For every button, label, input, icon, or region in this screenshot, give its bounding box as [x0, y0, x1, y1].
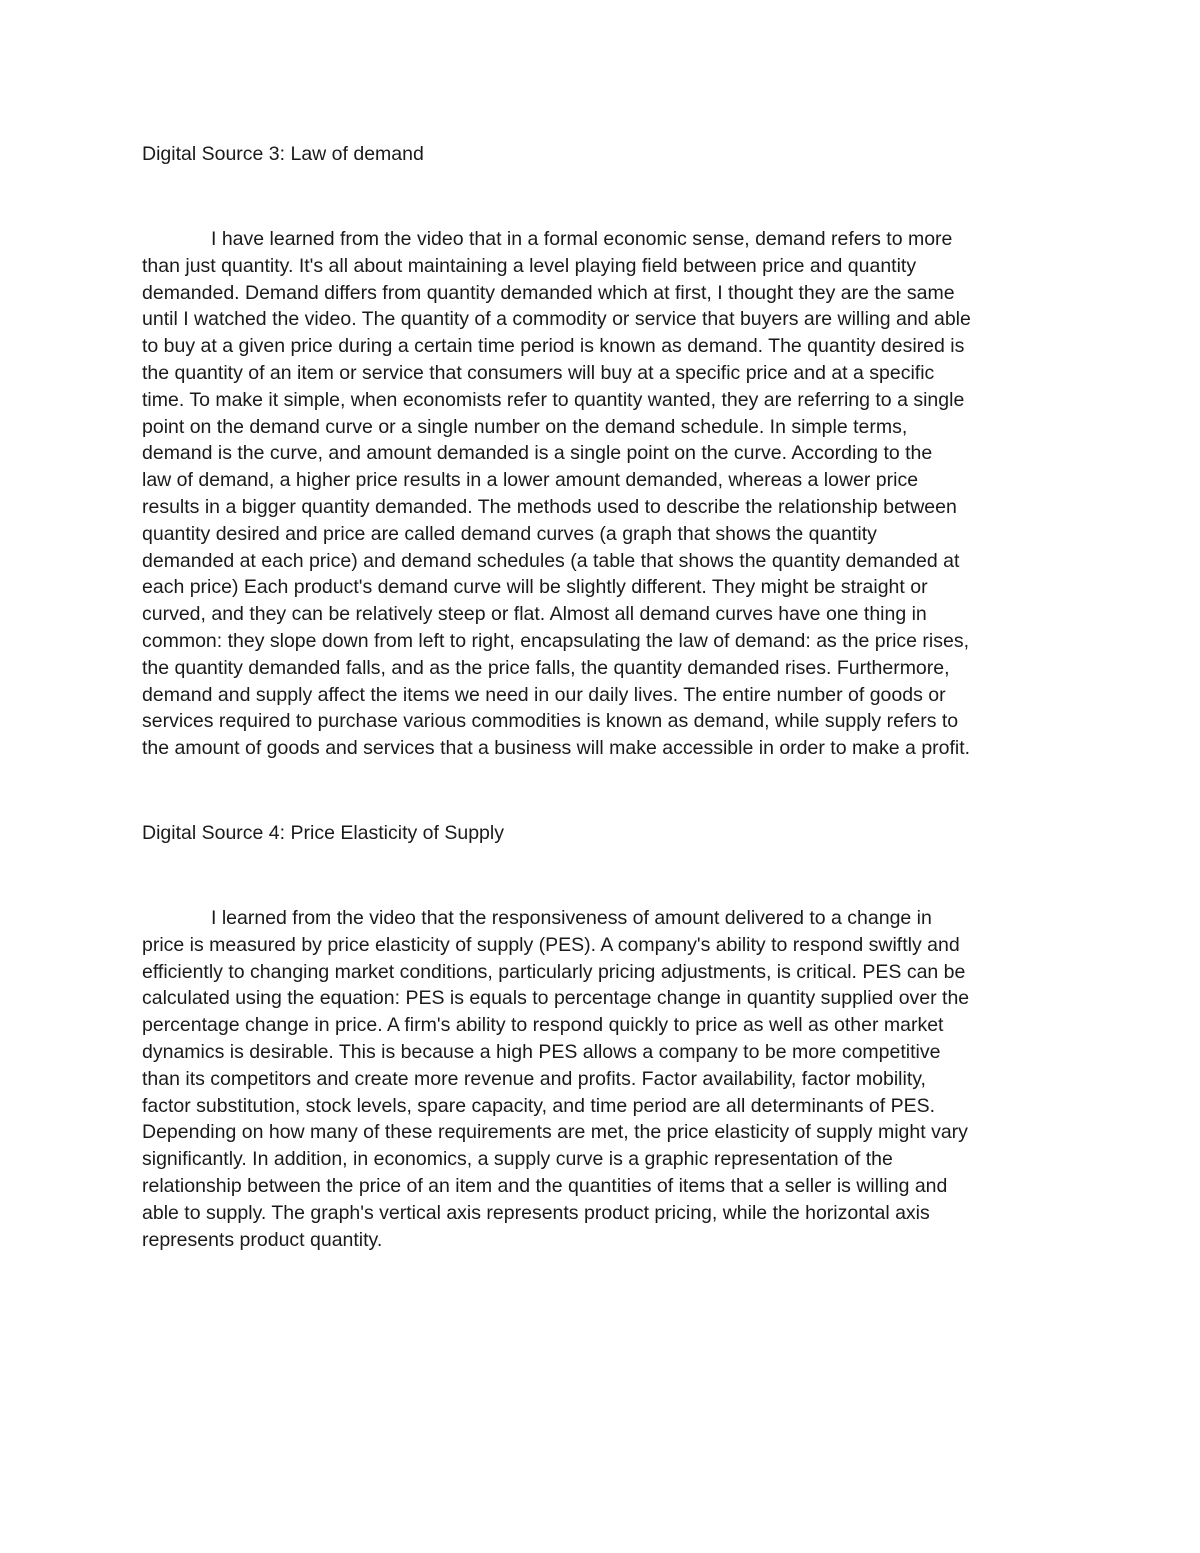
section-heading-price-elasticity-of-supply: Digital Source 4: Price Elasticity of Supply	[142, 822, 504, 844]
paragraph-law-of-demand	[142, 226, 1072, 762]
paragraph-line: results in a bigger quantity demanded. The methods used to describe the relationship between	[142, 495, 957, 518]
paragraph-line: represents product quantity.	[142, 1228, 383, 1251]
paragraph-line: until I watched the video. The quantity of a commodity or service that buyers are willing and able	[142, 308, 971, 331]
paragraph-line: quantity desired and price are called demand curves (a graph that shows the quantity	[142, 522, 877, 545]
paragraph-line: demand is the curve, and amount demanded is a single point on the curve. According to the	[142, 442, 933, 465]
paragraph-line: Depending on how many of these requirements are met, the price elasticity of supply might vary	[142, 1121, 968, 1144]
paragraph-line: percentage change in price. A firm's ability to respond quickly to price as well as other market	[142, 1014, 944, 1037]
section-heading-law-of-demand: Digital Source 3: Law of demand	[142, 143, 424, 165]
paragraph-line: significantly. In addition, in economics, a supply curve is a graphic representation of the	[142, 1148, 893, 1171]
paragraph-line: factor substitution, stock levels, spare capacity, and time period are all determinants of PES.	[142, 1094, 936, 1117]
paragraph-line: relationship between the price of an item and the quantities of items that a seller is willing and	[142, 1174, 948, 1197]
paragraph-line: efficiently to changing market conditions, particularly pricing adjustments, is critical. PES can be	[142, 960, 966, 983]
paragraph-line: the amount of goods and services that a business will make accessible in order to make a profit.	[142, 737, 971, 760]
paragraph-line: point on the demand curve or a single number on the demand schedule. In simple terms,	[142, 415, 908, 438]
paragraph-line: price is measured by price elasticity of supply (PES). A company's ability to respond swiftly and	[142, 933, 960, 956]
paragraph-line: demanded. Demand differs from quantity demanded which at first, I thought they are the same	[142, 281, 955, 304]
paragraph-line: demanded at each price) and demand schedules (a table that shows the quantity demanded at	[142, 549, 960, 572]
paragraph-price-elasticity-of-supply	[142, 905, 1072, 1253]
paragraph-line: I have learned from the video that in a formal economic sense, demand refers to more	[211, 228, 953, 250]
paragraph-line: dynamics is desirable. This is because a high PES allows a company to be more competitive	[142, 1040, 941, 1063]
paragraph-line: curved, and they can be relatively steep or flat. Almost all demand curves have one thing in	[142, 603, 927, 626]
paragraph-line: common: they slope down from left to right, encapsulating the law of demand: as the price rises,	[142, 629, 970, 652]
paragraph-line: the quantity demanded falls, and as the price falls, the quantity demanded rises. Furthermore,	[142, 656, 950, 679]
paragraph-line: calculated using the equation: PES is equals to percentage change in quantity supplied over the	[142, 987, 970, 1010]
paragraph-line: each price) Each product's demand curve will be slightly different. They might be straight or	[142, 576, 928, 599]
paragraph-line: the quantity of an item or service that consumers will buy at a specific price and at a specific	[142, 361, 935, 384]
paragraph-line: law of demand, a higher price results in a lower amount demanded, whereas a lower price	[142, 469, 919, 492]
paragraph-line: time. To make it simple, when economists refer to quantity wanted, they are referring to a single	[142, 388, 965, 411]
paragraph-line: than its competitors and create more revenue and profits. Factor availability, factor mobility,	[142, 1067, 926, 1090]
paragraph-line: I learned from the video that the responsiveness of amount delivered to a change in	[211, 907, 932, 929]
paragraph-line: able to supply. The graph's vertical axis represents product pricing, while the horizontal axis	[142, 1201, 930, 1224]
paragraph-line: to buy at a given price during a certain time period is known as demand. The quantity desired is	[142, 335, 965, 358]
paragraph-line: than just quantity. It's all about maintaining a level playing field between price and quantity	[142, 254, 917, 277]
paragraph-line: services required to purchase various commodities is known as demand, while supply refers to	[142, 710, 959, 733]
paragraph-line: demand and supply affect the items we need in our daily lives. The entire number of goods or	[142, 683, 946, 706]
